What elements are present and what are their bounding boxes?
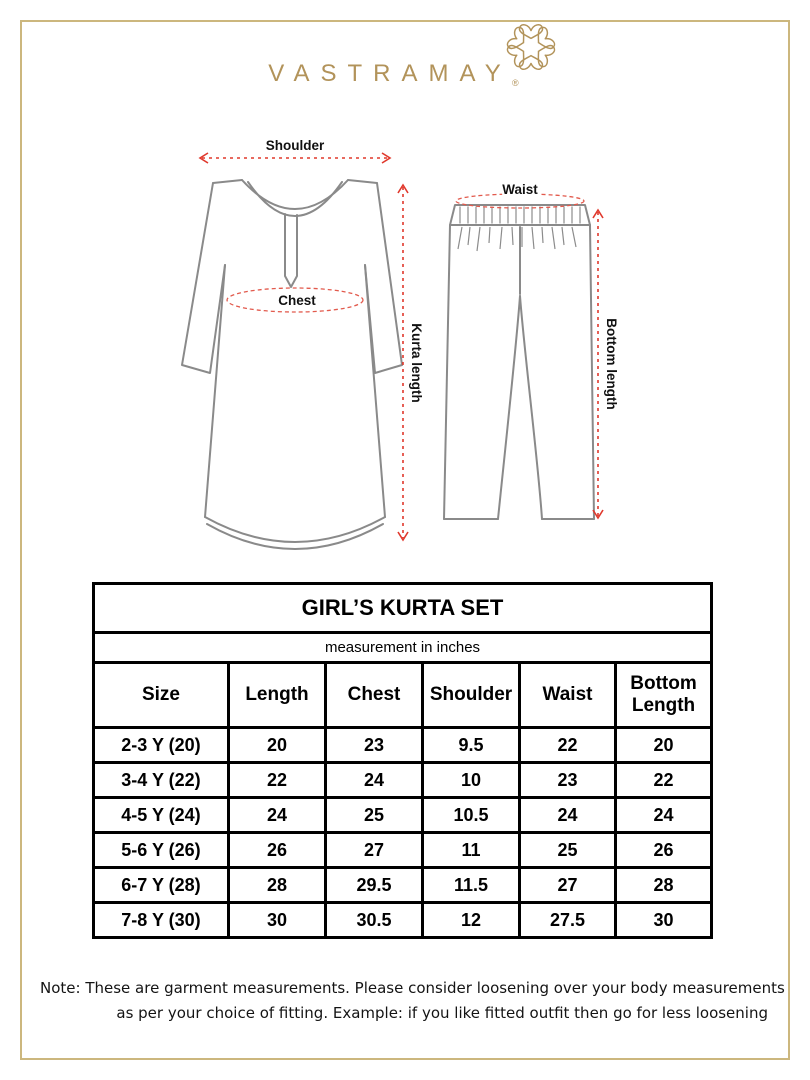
value-cell: 11.5 <box>423 868 520 903</box>
value-cell: 29.5 <box>326 868 423 903</box>
header-cell-bottom-length: Bottom Length <box>616 663 712 728</box>
header-cell-shoulder: Shoulder <box>423 663 520 728</box>
value-cell: 26 <box>616 833 712 868</box>
value-cell: 24 <box>520 798 616 833</box>
value-cell: 24 <box>616 798 712 833</box>
size-chart-title: GIRL’S KURTA SET <box>94 584 712 633</box>
kurta-length-label: Kurta length <box>409 323 424 403</box>
value-cell: 30 <box>229 903 326 938</box>
table-row <box>94 728 712 763</box>
value-cell: 9.5 <box>423 728 520 763</box>
size-cell: 5-6 Y (26) <box>94 833 229 868</box>
value-cell: 24 <box>229 798 326 833</box>
table-row <box>94 833 712 868</box>
value-cell: 10.5 <box>423 798 520 833</box>
measurement-marks <box>200 153 603 540</box>
size-cell: 6-7 Y (28) <box>94 868 229 903</box>
value-cell: 11 <box>423 833 520 868</box>
value-cell: 28 <box>616 868 712 903</box>
size-cell: 4-5 Y (24) <box>94 798 229 833</box>
value-cell: 22 <box>616 763 712 798</box>
header-cell-size: Size <box>94 663 229 728</box>
table-row <box>94 868 712 903</box>
brand-wordmark: VASTRAMAY <box>268 60 512 87</box>
value-cell: 27 <box>520 868 616 903</box>
bottom-length-label: Bottom length <box>604 318 619 410</box>
shoulder-label: Shoulder <box>265 138 325 153</box>
value-cell: 22 <box>520 728 616 763</box>
garment-measurement-diagram <box>150 130 630 570</box>
value-cell: 10 <box>423 763 520 798</box>
value-cell: 12 <box>423 903 520 938</box>
table-title-row <box>94 584 712 633</box>
chest-label: Chest <box>278 293 316 308</box>
size-cell: 3-4 Y (22) <box>94 763 229 798</box>
registered-trademark: ® <box>512 78 519 88</box>
header-cell-length: Length <box>229 663 326 728</box>
size-cell: 7-8 Y (30) <box>94 903 229 938</box>
note-line: as per your choice of fitting. Example: if you like fitted outfit then go for less loosening <box>116 1004 768 1022</box>
waist-label: Waist <box>502 182 538 197</box>
size-chart-table <box>92 582 713 939</box>
measurement-note <box>40 976 785 1026</box>
value-cell: 22 <box>229 763 326 798</box>
kurta-outline <box>182 180 402 549</box>
value-cell: 20 <box>229 728 326 763</box>
table-subtitle-row <box>94 633 712 663</box>
value-cell: 25 <box>326 798 423 833</box>
size-chart-subtitle: measurement in inches <box>94 633 712 663</box>
note-line: Note: These are garment measurements. Please consider loosening over your body measurements <box>40 979 785 997</box>
header-cell-waist: Waist <box>520 663 616 728</box>
value-cell: 23 <box>520 763 616 798</box>
value-cell: 28 <box>229 868 326 903</box>
header-cell-chest: Chest <box>326 663 423 728</box>
pants-outline <box>444 205 594 519</box>
value-cell: 25 <box>520 833 616 868</box>
value-cell: 23 <box>326 728 423 763</box>
value-cell: 30 <box>616 903 712 938</box>
value-cell: 20 <box>616 728 712 763</box>
value-cell: 24 <box>326 763 423 798</box>
size-cell: 2-3 Y (20) <box>94 728 229 763</box>
value-cell: 27.5 <box>520 903 616 938</box>
table-row <box>94 763 712 798</box>
table-header-row <box>94 663 712 728</box>
flower-mandala-icon <box>505 21 557 73</box>
table-row <box>94 903 712 938</box>
table-row <box>94 798 712 833</box>
value-cell: 30.5 <box>326 903 423 938</box>
value-cell: 27 <box>326 833 423 868</box>
value-cell: 26 <box>229 833 326 868</box>
